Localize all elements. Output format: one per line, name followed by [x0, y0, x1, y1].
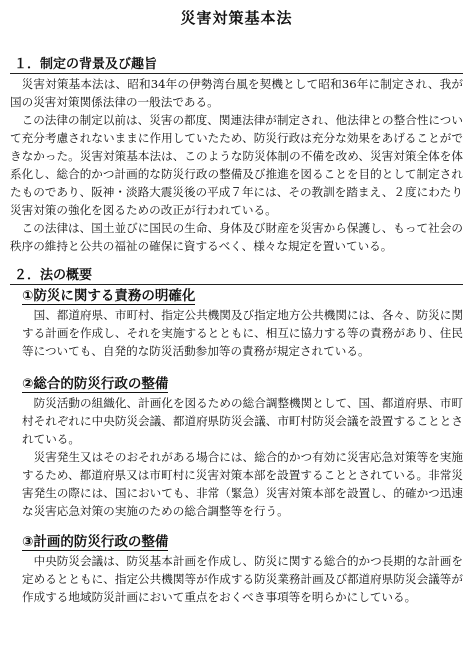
paragraph: 国、都道府県、市町村、指定公共機関及び指定地方公共機関には、各々、防災に関する計画を作成し、それを実施するとともに、相互に協力する等の責務があり、住民等についても、自発的な防災活動参加等の責務が規定されている。	[22, 308, 463, 358]
spacer	[10, 255, 463, 267]
subsection-heading	[10, 374, 463, 394]
section-background	[10, 56, 463, 255]
paragraph: 災害対策基本法は、昭和34年の伊勢湾台風を契機として昭和36年に制定され、我が国の災害対策関係法律の一般法である。	[10, 77, 463, 109]
subsection-heading-text: ②総合的防災行政の整備	[22, 376, 169, 392]
paragraph: この法律は、国土並びに国民の生命、身体及び財産を災害から保護し、もって社会の秩序の維持と公共の福祉の確保に資するべく、様々な規定を置いている。	[10, 221, 463, 253]
document-title: 災害対策基本法	[180, 9, 293, 27]
paragraph: 災害発生又はそのおそれがある場合には、総合的かつ有効に災害応急対策等を実施するため、都道府県又は市町村に災害対策本部を設置することとされている。非常災害発生の際には、国においても、非常（緊急）災害対策本部を設置し、的確かつ迅速な災害応急対策の実施のための総合調整等を行う。	[22, 450, 463, 518]
subsection-heading-text: ③計画的防災行政の整備	[22, 534, 169, 550]
section-overview	[10, 267, 463, 606]
subsection-comprehensive-administration	[10, 374, 463, 520]
subsection-heading	[10, 286, 463, 306]
subsection-heading	[10, 532, 463, 552]
paragraph: この法律の制定以前は、災害の都度、関連法律が制定され、他法律との整合性について充分考慮されないままに作用していたため、防災行政は充分な効果をあげることができなかった。災害対策基本法は、このような防災体制の不備を改め、災害対策全体を体系化し、総合的かつ計画的な防災行政の整備及び推進を図ることを目的として制定されたものであり、阪神・淡路大震災後の平成７年には、その教訓を踏まえ、２度にわたり災害対策の強化を図るための改正が行われている。	[10, 113, 463, 217]
section-heading: １．制定の背景及び趣旨	[10, 56, 463, 74]
subsection-planned-administration	[10, 532, 463, 606]
paragraph: 防災活動の組織化、計画化を図るための総合調整機関として、国、都道府県、市町村それぞれに中央防災会議、都道府県防災会議、市町村防災会議を設置することとされている。	[22, 396, 463, 446]
spacer	[10, 520, 463, 532]
subsection-responsibilities	[10, 286, 463, 360]
section-heading: ２．法の概要	[10, 267, 463, 285]
paragraph: 中央防災会議は、防災基本計画を作成し、防災に関する総合的かつ長期的な計画を定めるとともに、指定公共機関等が作成する防災業務計画及び都道府県防災会議等が作成する地域防災計画において重点をおくべき事項等を明らかにしている。	[22, 554, 463, 604]
subsection-heading-text: ①防災に関する責務の明確化	[22, 288, 196, 304]
spacer	[10, 360, 463, 374]
